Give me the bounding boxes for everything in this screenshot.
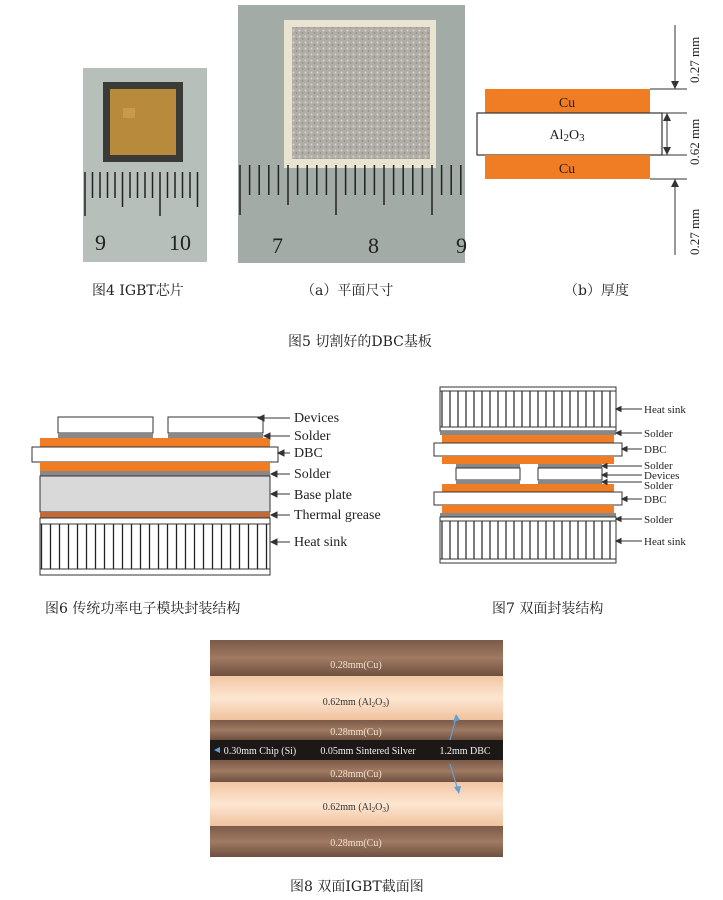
- device-right: [538, 468, 602, 480]
- top-solder: [440, 431, 616, 435]
- label-sintered-silver: 0.05mm Sintered Silver: [320, 746, 416, 757]
- top-heat-sink: [440, 391, 616, 427]
- fig5a-caption: （a）平面尺寸: [301, 283, 394, 299]
- label-dbc-top: DBC: [644, 444, 667, 456]
- thermal-grease: [40, 512, 270, 518]
- label-solder-2: Solder: [644, 460, 673, 472]
- fig7-caption: 图7 双面封装结构: [492, 601, 604, 617]
- dim-bottom-cu: 0.27 mm: [687, 208, 702, 255]
- label-al2o3-1: 0.62mm $(Al_2O_3)$: [322, 697, 390, 709]
- fig5a-photo-svg: [238, 5, 465, 263]
- label-cu-3: 0.28mm(Cu): [330, 769, 382, 780]
- dbc-cu-top: [40, 438, 270, 447]
- label-thermal-grease: Thermal grease: [294, 508, 381, 523]
- fig6-caption: 图6 传统功率电子模块封装结构: [45, 601, 241, 617]
- cu-bottom-label: Cu: [558, 162, 576, 177]
- device-left: [456, 468, 520, 480]
- dbc-copper-surface: [292, 27, 430, 159]
- fig6-traditional-package-diagram: [28, 405, 398, 580]
- label-devices: Devices: [644, 470, 680, 482]
- ruler-label-9: 9: [95, 230, 106, 255]
- solder-top-left: [58, 433, 153, 438]
- fig7-double-sided-package-diagram: [430, 381, 715, 581]
- label-al2o3-2: 0.62mm $(Al_2O_3)$: [322, 802, 390, 814]
- label-solder-3: Solder: [644, 480, 673, 492]
- device-left: [58, 417, 153, 433]
- label-heat-sink: Heat sink: [294, 535, 348, 550]
- label-cu-2: 0.28mm(Cu): [330, 727, 382, 738]
- dim-al2o3: 0.62 mm: [687, 118, 702, 165]
- fig5-caption: 图5 切割好的DBC基板: [288, 334, 432, 350]
- ruler-label-9b: 9: [456, 233, 467, 258]
- cu-top-label: Cu: [558, 96, 576, 111]
- fig8-caption: 图8 双面IGBT截面图: [290, 879, 424, 895]
- label-solder-2: Solder: [294, 467, 331, 482]
- solder-top-right: [168, 433, 263, 438]
- bottom-solder: [440, 513, 616, 517]
- fig5a-dbc-plane-photo: [238, 5, 465, 263]
- label-chip: 0.30mm Chip (Si): [223, 746, 297, 757]
- chip-die: [110, 89, 176, 155]
- bottom-heat-sink: [440, 521, 616, 559]
- ruler-label-10: 10: [169, 230, 191, 255]
- dbc-ceramic: [32, 447, 278, 462]
- fig4-igbt-chip-photo: [83, 68, 207, 262]
- dim-top-cu: 0.27 mm: [687, 36, 702, 83]
- fig4-caption: 图4 IGBT芯片: [92, 283, 184, 299]
- label-cu-4: 0.28mm(Cu): [330, 838, 382, 849]
- label-base-plate: Base plate: [294, 488, 352, 503]
- top-dbc: [434, 443, 622, 456]
- label-heat-sink-top: Heat sink: [644, 404, 686, 416]
- fig5b-thickness-diagram: [475, 5, 715, 265]
- label-dbc-thickness: 1.2mm DBC: [439, 746, 491, 757]
- label-solder-4: Solder: [644, 514, 673, 526]
- label-cu-1: 0.28mm(Cu): [330, 660, 382, 671]
- label-solder-1: Solder: [644, 428, 673, 440]
- label-heat-sink-bottom: Heat sink: [644, 536, 686, 548]
- heat-sink-fins: [40, 524, 270, 569]
- fig4-photo-svg: [83, 68, 207, 262]
- heat-sink-base: [40, 518, 270, 524]
- solder-bottom: [40, 471, 270, 476]
- ruler-label-7: 7: [272, 233, 283, 258]
- device-right: [168, 417, 263, 433]
- fig8-cross-section-micrograph: [210, 640, 503, 857]
- ruler-label-8: 8: [368, 233, 379, 258]
- bottom-dbc: [434, 492, 622, 505]
- al2o3-label: Al2O3: [549, 128, 585, 144]
- label-dbc: DBC: [294, 446, 323, 461]
- label-dbc-bottom: DBC: [644, 494, 667, 506]
- base-plate: [40, 476, 270, 512]
- label-solder: Solder: [294, 429, 331, 444]
- label-devices: Devices: [294, 411, 340, 426]
- fig5b-caption: （b）厚度: [564, 283, 629, 299]
- dbc-cu-bottom: [40, 462, 270, 471]
